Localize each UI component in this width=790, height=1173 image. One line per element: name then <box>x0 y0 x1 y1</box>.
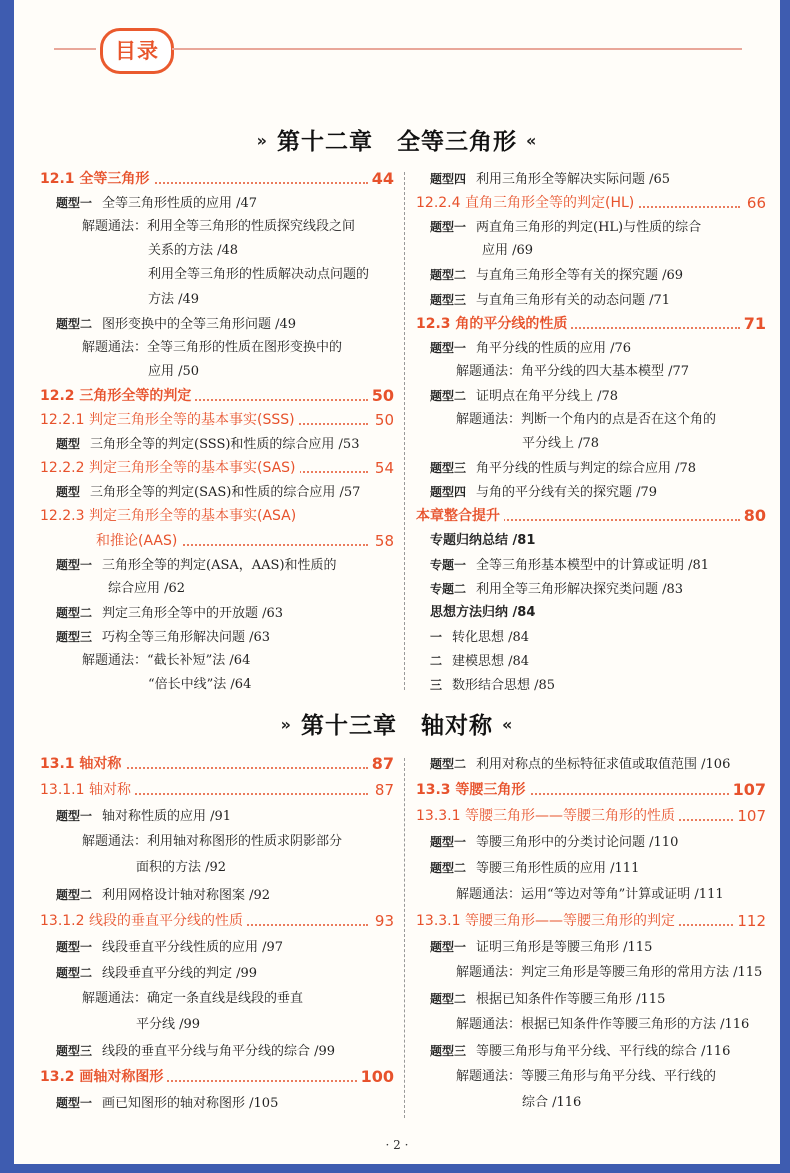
question-type-tag: 题型三 <box>430 292 467 307</box>
section-entry <box>416 312 766 336</box>
page-ref: 107 <box>734 804 766 828</box>
question-type-entry <box>430 263 766 287</box>
entry-text: 角平分线的性质与判定的综合应用 /78 <box>476 461 697 477</box>
section-entry <box>40 167 394 191</box>
page-ref: 87 <box>372 778 394 802</box>
entry-title: 和推论(AAS) <box>96 533 181 549</box>
method-entry <box>522 1091 766 1115</box>
question-type-tag: 题型一 <box>56 557 93 572</box>
entry-text: 两直角三角形的判定(HL)与性质的综合 <box>476 220 702 236</box>
page-ref: 66 <box>744 191 766 215</box>
question-type-tag: 题型二 <box>56 605 93 620</box>
question-type-tag: 题型二 <box>430 268 467 283</box>
question-type-entry <box>430 336 766 360</box>
entry-text: 与直角三角形全等有关的探究题 /69 <box>476 268 684 284</box>
entry-text: 解题通法：运用“等边对等角”计算或证明 /111 <box>456 886 724 902</box>
method-entry <box>136 1013 394 1037</box>
header-rule-left <box>54 48 96 50</box>
entry-text: 应用 /50 <box>148 363 200 379</box>
question-type-entry <box>430 625 766 649</box>
question-type-tag: 三 <box>430 678 443 693</box>
entry-text: 专题归纳总结 /81 <box>430 532 536 548</box>
entry-title: 13.2 画轴对称图形 <box>40 1069 167 1085</box>
entry-text: 解题通法：利用全等三角形的性质探究线段之间 <box>82 219 356 235</box>
entry-title: 12.2.1 判定三角形全等的基本事实(SSS) <box>40 412 299 428</box>
chevron-left-icon: « <box>502 715 514 734</box>
entry-text: 图形变换中的全等三角形问题 /49 <box>102 316 297 332</box>
entry-text: 根据已知条件作等腰三角形 /115 <box>476 991 666 1007</box>
entry-title: 12.2.2 判定三角形全等的基本事实(SAS) <box>40 460 300 476</box>
section-entry <box>40 384 394 408</box>
question-type-entry <box>430 288 766 312</box>
section-entry <box>416 504 766 528</box>
entry-text: 利用网格设计轴对称图案 /92 <box>102 887 271 903</box>
chapter-13-heading <box>14 707 780 740</box>
question-type-entry <box>56 1039 394 1063</box>
entry-text: 判定三角形全等中的开放题 /63 <box>102 605 284 621</box>
question-type-entry <box>430 480 766 504</box>
section-entry <box>40 1065 394 1089</box>
entry-title: 12.2.4 直角三角形全等的判定(HL) <box>416 195 638 211</box>
entry-text: 画已知图形的轴对称图形 /105 <box>102 1096 279 1112</box>
method-entry <box>456 883 766 907</box>
page-ref: 54 <box>372 456 394 480</box>
question-type-tag: 题型一 <box>430 220 467 235</box>
section-entry <box>416 778 766 802</box>
entry-text: 利用三角形全等解决实际问题 /65 <box>476 172 671 187</box>
entry-text: 角平分线的性质的应用 /76 <box>476 340 632 356</box>
question-type-tag: 题型一 <box>430 939 467 954</box>
entry-title: 13.1.2 线段的垂直平分线的性质 <box>40 913 247 929</box>
chapter-12-left-column <box>40 167 394 695</box>
entry-text: 解题通法：利用轴对称图形的性质求阴影部分 <box>82 834 343 850</box>
page-ref: 50 <box>369 384 394 408</box>
entry-text: 综合应用 /62 <box>108 580 186 596</box>
entry-text: 全等三角形性质的应用 /47 <box>102 196 258 212</box>
entry-text: 三角形全等的判定(SAS)和性质的综合应用 /57 <box>90 485 361 501</box>
entry-text: 应用 /69 <box>482 243 534 259</box>
entry-text: 解题通法：“截长补短”法 /64 <box>82 653 251 668</box>
subsection-entry <box>416 191 766 215</box>
entry-text: 综合 /116 <box>522 1095 582 1111</box>
question-type-tag: 题型 <box>56 485 81 500</box>
page-ref: 112 <box>734 909 766 933</box>
question-type-tag: 题型二 <box>430 388 467 403</box>
question-type-tag: 专题二 <box>430 581 467 596</box>
question-type-entry <box>56 480 394 504</box>
entry-title: 12.1 全等三角形 <box>40 171 153 187</box>
entry-text: 证明三角形是等腰三角形 /115 <box>476 939 653 955</box>
question-type-entry <box>56 883 394 907</box>
method-entry <box>456 360 766 384</box>
method-entry <box>148 360 394 384</box>
chapter-12-right-column <box>416 167 766 695</box>
question-type-tag: 题型三 <box>56 1044 93 1059</box>
method-entry <box>82 215 394 239</box>
page-ref: 80 <box>741 504 766 528</box>
entry-text: 等腰三角形中的分类讨论问题 /110 <box>476 835 679 851</box>
entry-text: 解题通法：等腰三角形与角平分线、平行线的 <box>456 1069 717 1085</box>
question-type-entry <box>430 649 766 673</box>
question-type-tag: 题型二 <box>430 757 467 771</box>
question-type-entry <box>430 577 766 601</box>
entry-text: 解题通法：根据已知条件作等腰三角形的方法 /116 <box>456 1017 750 1032</box>
entry-text: 转化思想 /84 <box>452 629 530 645</box>
question-type-entry <box>430 553 766 577</box>
subsection-entry <box>40 456 394 480</box>
entry-text: 关系的方法 /48 <box>148 243 239 259</box>
entry-text: 平分线 /99 <box>136 1017 201 1032</box>
question-type-tag: 题型一 <box>56 809 93 824</box>
entry-text: 利用全等三角形解决探究类问题 /83 <box>476 581 684 597</box>
entry-text: 面积的方法 /92 <box>136 860 227 876</box>
question-type-entry <box>56 432 394 456</box>
page-ref: 87 <box>369 752 394 776</box>
entry-title: 12.2 三角形全等的判定 <box>40 388 195 404</box>
summary-heading <box>430 529 766 553</box>
page-ref: 44 <box>369 167 394 191</box>
entry-text: 线段垂直平分线性质的应用 /97 <box>102 939 284 955</box>
method-entry <box>482 239 766 263</box>
question-type-entry <box>56 935 394 959</box>
chevron-right-icon: » <box>280 715 292 734</box>
page-ref: 50 <box>372 408 394 432</box>
method-entry <box>522 432 766 456</box>
entry-text: 等腰三角形与角平分线、平行线的综合 /116 <box>476 1044 731 1060</box>
question-type-tag: 题型二 <box>56 965 93 980</box>
entry-text: 等腰三角形性质的应用 /111 <box>476 861 640 877</box>
question-type-tag: 题型四 <box>430 172 467 186</box>
question-type-entry <box>430 384 766 408</box>
entry-text: 巧构全等三角形解决问题 /63 <box>102 629 271 645</box>
entry-text: 利用对称点的坐标特征求值或取值范围 /106 <box>476 757 731 772</box>
entry-text: 三角形全等的判定(SSS)和性质的综合应用 /53 <box>90 437 360 453</box>
question-type-entry <box>430 456 766 480</box>
page-ref: 71 <box>741 312 766 336</box>
header-rule-right <box>172 48 742 50</box>
question-type-entry <box>56 601 394 625</box>
method-entry <box>148 288 394 312</box>
entry-text: 线段垂直平分线的判定 /99 <box>102 965 258 981</box>
chapter-13-left-column <box>40 752 394 1122</box>
method-entry <box>82 830 394 854</box>
question-type-tag: 题型二 <box>430 861 467 876</box>
entry-text: 线段的垂直平分线与角平分线的综合 /99 <box>102 1044 336 1060</box>
entry-text: 解题通法：角平分线的四大基本模型 /77 <box>456 363 690 379</box>
entry-text: 建模思想 /84 <box>452 654 530 669</box>
entry-text: 轴对称性质的应用 /91 <box>102 809 232 825</box>
entry-title: 13.1.1 轴对称 <box>40 782 135 798</box>
question-type-tag: 题型三 <box>430 1044 467 1059</box>
entry-title: 13.3.1 等腰三角形——等腰三角形的性质 <box>416 808 679 824</box>
question-type-entry <box>56 553 394 577</box>
question-type-tag: 题型一 <box>430 340 467 355</box>
subsection-entry <box>40 408 394 432</box>
method-entry <box>136 856 394 880</box>
page-ref: 100 <box>358 1065 394 1089</box>
chapter-12-heading <box>14 123 780 156</box>
question-type-tag: 题型 <box>56 437 81 452</box>
entry-text: 解题通法：判断一个角内的点是否在这个角的 <box>456 412 717 427</box>
question-type-tag: 题型二 <box>56 316 93 331</box>
column-divider <box>404 172 405 690</box>
question-type-entry <box>430 215 766 239</box>
question-type-tag: 题型二 <box>430 991 467 1006</box>
entry-text: 解题通法：确定一条直线是线段的垂直 <box>82 990 304 1006</box>
page-ref: 107 <box>730 778 766 802</box>
question-type-tag: 题型一 <box>430 835 467 850</box>
entry-text: 方法 /49 <box>148 291 200 307</box>
question-type-tag: 题型四 <box>430 485 467 500</box>
entry-title: 13.3 等腰三角形 <box>416 782 529 798</box>
entry-title: 12.2.3 判定三角形全等的基本事实(ASA) <box>40 508 300 524</box>
question-type-entry <box>56 1091 394 1115</box>
question-type-tag: 题型三 <box>430 461 467 476</box>
chevron-left-icon: « <box>526 131 538 150</box>
question-type-entry <box>430 673 766 697</box>
subsection-entry <box>96 529 394 553</box>
chapter-13-right-column <box>416 752 766 1122</box>
question-type-entry <box>430 752 766 776</box>
question-type-entry <box>430 935 766 959</box>
question-type-entry <box>56 804 394 828</box>
method-entry <box>148 673 394 697</box>
question-type-tag: 题型二 <box>56 887 93 902</box>
entry-text: 数形结合思想 /85 <box>452 678 556 694</box>
entry-text: 利用全等三角形的性质解决动点问题的 <box>148 267 370 283</box>
question-type-tag: 题型一 <box>56 1096 93 1111</box>
entry-title: 本章整合提升 <box>416 508 504 524</box>
question-type-entry <box>56 191 394 215</box>
entry-text: 三角形全等的判定(ASA，AAS)和性质的 <box>102 557 337 573</box>
page-number: · 2 · <box>385 1138 409 1152</box>
method-entry <box>148 263 394 287</box>
method-entry <box>82 649 394 673</box>
entry-title: 13.3.1 等腰三角形——等腰三角形的判定 <box>416 913 679 929</box>
method-entry <box>456 1013 766 1037</box>
subsection-entry <box>416 909 766 933</box>
chevron-right-icon: » <box>256 131 268 150</box>
entry-text: 解题通法：判定三角形是等腰三角形的常用方法 /115 <box>456 964 763 980</box>
entry-text: 证明点在角平分线上 /78 <box>476 388 619 404</box>
method-entry <box>456 961 766 985</box>
toc-page <box>14 0 780 1164</box>
entry-text: 全等三角形基本模型中的计算或证明 /81 <box>476 557 710 573</box>
question-type-tag: 一 <box>430 629 443 644</box>
question-type-entry <box>430 1039 766 1063</box>
question-type-tag: 专题一 <box>430 557 467 572</box>
subsection-entry <box>416 804 766 828</box>
entry-text: “倍长中线”法 /64 <box>148 677 252 693</box>
question-type-entry <box>430 167 766 191</box>
chapter-12-title: 第十二章 全等三角形 <box>277 129 517 155</box>
column-divider <box>404 758 405 1118</box>
question-type-entry <box>430 856 766 880</box>
entry-text: 与直角三角形有关的动态问题 /71 <box>476 292 671 308</box>
subsection-entry <box>40 909 394 933</box>
method-entry <box>108 577 394 601</box>
entry-text: 思想方法归纳 /84 <box>430 604 536 620</box>
entry-text: 与角的平分线有关的探究题 /79 <box>476 485 658 501</box>
question-type-tag: 题型一 <box>56 939 93 954</box>
question-type-entry <box>430 830 766 854</box>
question-type-tag: 题型一 <box>56 196 93 211</box>
entry-title: 13.1 轴对称 <box>40 756 125 772</box>
section-entry <box>40 752 394 776</box>
summary-heading <box>430 601 766 625</box>
entry-title: 12.3 角的平分线的性质 <box>416 316 571 332</box>
method-entry <box>456 1065 766 1089</box>
page-ref: 93 <box>372 909 394 933</box>
question-type-tag: 二 <box>430 654 443 668</box>
entry-text: 平分线上 /78 <box>522 436 600 452</box>
page-ref: 58 <box>372 529 394 553</box>
entry-text: 解题通法：全等三角形的性质在图形变换中的 <box>82 339 343 355</box>
question-type-tag: 题型三 <box>56 629 93 644</box>
subsection-entry <box>40 504 394 528</box>
chapter-13-title: 第十三章 轴对称 <box>301 713 493 739</box>
toc-logo: 目录 <box>100 28 174 74</box>
method-entry <box>456 408 766 432</box>
question-type-entry <box>56 312 394 336</box>
method-entry <box>82 336 394 360</box>
question-type-entry <box>430 987 766 1011</box>
question-type-entry <box>56 961 394 985</box>
subsection-entry <box>40 778 394 802</box>
method-entry <box>148 239 394 263</box>
method-entry <box>82 987 394 1011</box>
question-type-entry <box>56 625 394 649</box>
